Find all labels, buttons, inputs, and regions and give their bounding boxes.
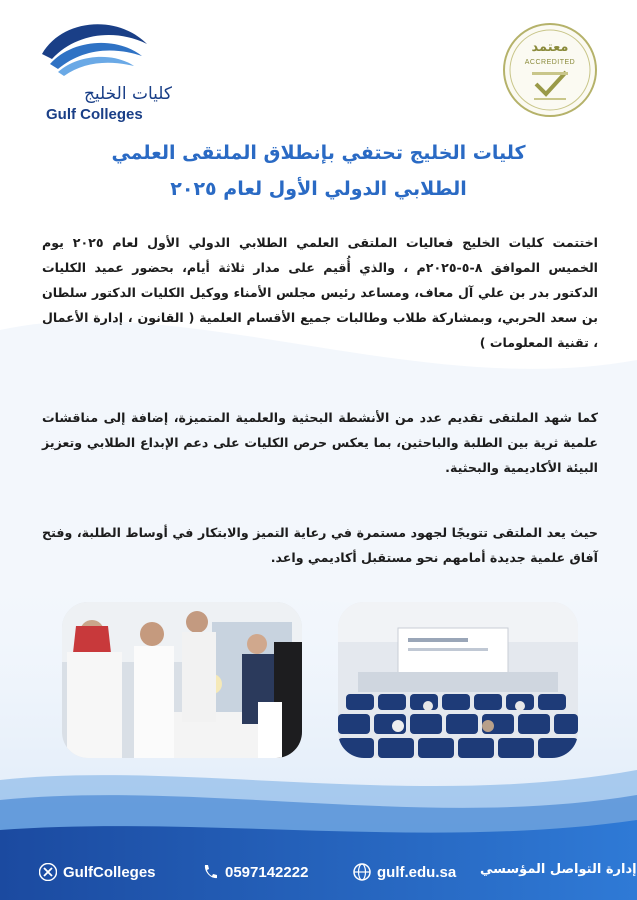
body-paragraph-1: اختتمت كليات الخليج فعاليات الملتقى العلمي الطلابي الدولي الأول لعام ٢٠٢٥ يوم الخميس الموافق ٨-٥-٢٠٢٥م ، والذي أُقيم على مدار ثلاثة أيام، بحضور عميد الكليات الدكتور بدر بن علي آل معاف، ومساعد رئيس مجلس الأمناء ووكيل الكليات الدكتور سلطان بن سعد الحربي، وبمشاركة طلاب وطالبات جميع الأقسام العلمية ( القانون ، إدارة الأعمال ، تقنية المعلومات )	[42, 235, 598, 350]
logo-arabic-text: كليات الخليج	[83, 84, 172, 104]
seal-badge-icon	[502, 22, 598, 118]
event-photo-attendees	[62, 602, 302, 758]
headline-line-1: كليات الخليج تحتفي بإنطلاق الملتقى العلمي	[111, 142, 526, 164]
seal-english-text: ACCREDITED	[524, 59, 576, 66]
accreditation-seal	[502, 22, 598, 118]
body-paragraph-3: حيث يعد الملتقى تتويجًا لجهود مستمرة في رعاية التميز والابتكار في أوساط الطلبة، وفتح آفاق علمية جديدة أمامهم نحو مستقبل أكاديمي واعد.	[42, 525, 598, 565]
event-photo-auditorium	[338, 602, 578, 758]
body-paragraph-2: كما شهد الملتقى تقديم عدد من الأنشطة البحثية والعلمية المتميزة، إضافة إلى مناقشات علمية ثرية بين الطلبة والباحثين، بما يعكس حرص الكليات على دعم الإبداع الطلابي وتعزيز البيئة الأكاديمية والبحثية.	[42, 410, 598, 475]
footer-bar	[0, 830, 637, 900]
footer-phone[interactable]	[200, 862, 308, 882]
footer-x-account[interactable]	[38, 862, 156, 882]
headline-line-2: الطلابي الدولي الأول لعام ٢٠٢٥	[170, 178, 467, 200]
footer-department: إدارة التواصل المؤسسي	[480, 862, 637, 877]
footer-x-handle: GulfColleges	[63, 863, 156, 881]
seal-arabic-text: معتمد	[531, 40, 569, 55]
x-logo-icon	[38, 862, 58, 882]
footer-website[interactable]	[352, 862, 456, 882]
phone-icon	[200, 862, 220, 882]
logo-english-text: Gulf Colleges	[46, 106, 143, 123]
footer-phone-number: 0597142222	[225, 863, 309, 881]
globe-icon	[352, 862, 372, 882]
wave-logo-icon	[22, 14, 172, 84]
footer-website-url: gulf.edu.sa	[377, 863, 457, 881]
gulf-colleges-logo	[22, 14, 172, 123]
